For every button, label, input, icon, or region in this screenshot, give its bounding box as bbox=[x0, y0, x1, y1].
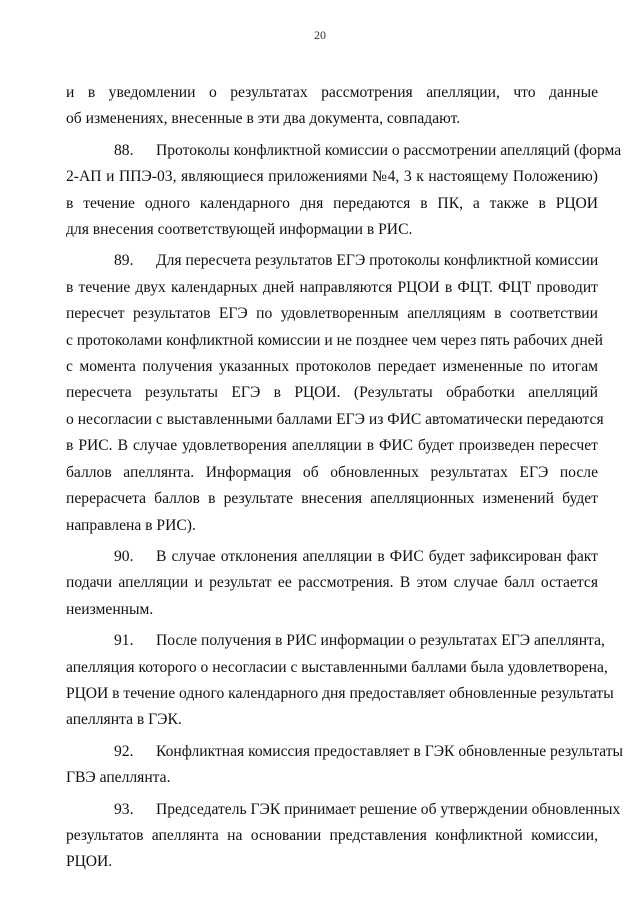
document-body bbox=[66, 80, 624, 876]
line-text: подачи апелляции и результат ее рассмотрения. В этом случае балл остается bbox=[66, 574, 598, 592]
line-text: Конфликтная комиссия предоставляет в ГЭК обновленные результаты bbox=[156, 742, 624, 760]
line-text: неизменным. bbox=[66, 600, 154, 618]
line-text: Протоколы конфликтной комиссии о рассмотрении апелляций (форма bbox=[156, 141, 622, 159]
line-text: в течение двух календарных дней направляются РЦОИ в ФЦТ. ФЦТ проводит bbox=[66, 278, 598, 296]
text-line bbox=[66, 301, 598, 327]
numbered-paragraph bbox=[66, 797, 621, 876]
line-text: о несогласии с выставленными баллами ЕГЭ из ФИС автоматически передаются bbox=[66, 410, 604, 428]
line-text: в РИС. В случае удовлетворения апелляции в ФИС будет произведен пересчет bbox=[66, 437, 598, 455]
text-line bbox=[66, 797, 621, 823]
line-text: баллов апеллянта. Информация об обновленных результатах ЕГЭ после bbox=[66, 463, 598, 481]
line-text: ГВЭ апеллянта. bbox=[66, 769, 171, 787]
line-text: 2-АП и ППЭ-03, являющиеся приложениями №4, 3 к настоящему Положению) bbox=[66, 168, 598, 186]
line-text: В случае отклонения апелляции в ФИС будет зафиксирован факт bbox=[156, 547, 598, 565]
numbered-paragraph bbox=[66, 138, 622, 244]
text-line bbox=[66, 106, 598, 132]
text-line bbox=[66, 138, 622, 164]
text-line bbox=[66, 354, 598, 380]
text-line bbox=[66, 765, 598, 791]
text-line bbox=[66, 823, 598, 849]
numbered-paragraph bbox=[66, 628, 614, 734]
numbered-paragraph bbox=[66, 544, 598, 623]
text-line bbox=[66, 407, 604, 433]
paragraph-number: 91. bbox=[114, 632, 134, 650]
line-text: РЦОИ. bbox=[66, 853, 113, 871]
text-line bbox=[66, 707, 598, 733]
line-text: РЦОИ в течение одного календарного дня предоставляет обновленные результаты bbox=[66, 684, 614, 702]
paragraph-number: 93. bbox=[114, 800, 134, 818]
line-text: Председатель ГЭК принимает решение об утверждении обновленных bbox=[156, 800, 621, 818]
numbered-paragraph bbox=[66, 248, 604, 538]
line-text: для внесения соответствующей информации в РИС. bbox=[66, 221, 413, 239]
line-text: перерасчета баллов в результате внесения апелляционных изменений будет bbox=[66, 490, 598, 508]
text-line bbox=[66, 513, 598, 539]
text-line bbox=[66, 655, 608, 681]
paragraph-number: 88. bbox=[114, 141, 134, 159]
line-text: Для пересчета результатов ЕГЭ протоколы конфликтной комиссии bbox=[156, 252, 599, 270]
text-line bbox=[66, 597, 598, 623]
paragraph-number: 89. bbox=[114, 252, 134, 270]
text-line bbox=[66, 433, 598, 459]
text-line bbox=[66, 486, 598, 512]
text-line bbox=[66, 544, 598, 570]
line-text: пересчет результатов ЕГЭ по удовлетворенным апелляциям в соответствии bbox=[66, 305, 598, 323]
text-line bbox=[66, 849, 598, 875]
text-line bbox=[66, 217, 598, 243]
line-text: об изменениях, внесенные в эти два документа, совпадают. bbox=[66, 110, 461, 128]
text-line bbox=[66, 380, 598, 406]
continuation-paragraph bbox=[66, 80, 598, 133]
paragraph-number: 92. bbox=[114, 742, 134, 760]
text-line bbox=[66, 275, 598, 301]
page-number: 20 bbox=[314, 28, 326, 42]
line-text: с протоколами конфликтной комиссии и не позднее чем через пять рабочих дней bbox=[66, 331, 603, 349]
line-text: апеллянта в ГЭК. bbox=[66, 711, 182, 729]
text-line bbox=[66, 681, 614, 707]
text-line bbox=[66, 328, 603, 354]
text-line bbox=[66, 570, 598, 596]
line-text: направлена в РИС). bbox=[66, 516, 196, 534]
text-line bbox=[66, 248, 598, 274]
text-line bbox=[66, 628, 605, 654]
text-line bbox=[66, 80, 598, 106]
line-text: результатов апеллянта на основании представления конфликтной комиссии, bbox=[66, 826, 598, 844]
paragraph-number: 90. bbox=[114, 547, 134, 565]
line-text: пересчета результаты ЕГЭ в РЦОИ. (Результаты обработки апелляций bbox=[66, 384, 598, 402]
text-line bbox=[66, 739, 624, 765]
text-line bbox=[66, 460, 598, 486]
line-text: с момента получения указанных протоколов передает измененные по итогам bbox=[66, 358, 598, 376]
line-text: После получения в РИС информации о результатах ЕГЭ апеллянта, bbox=[156, 632, 605, 650]
line-text: и в уведомлении о результатах рассмотрения апелляции, что данные bbox=[66, 84, 598, 101]
line-text: апелляция которого о несогласии с выставленными баллами была удовлетворена, bbox=[66, 658, 608, 676]
text-line bbox=[66, 191, 598, 217]
text-line bbox=[66, 164, 598, 190]
line-text: в течение одного календарного дня передаются в ПК, а также в РЦОИ bbox=[66, 194, 598, 212]
numbered-paragraph bbox=[66, 739, 624, 792]
